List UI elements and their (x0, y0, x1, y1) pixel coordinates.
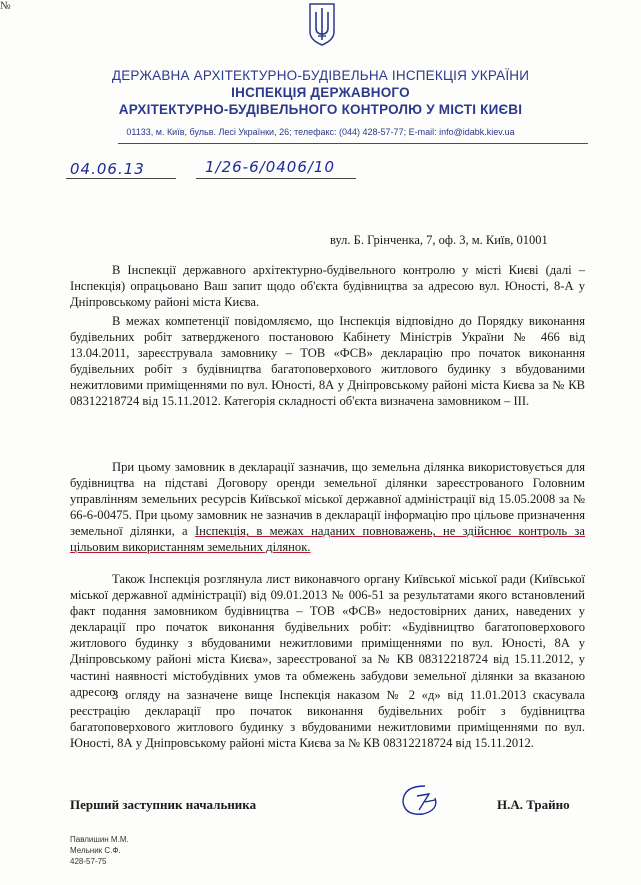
paragraph-3-text: При цьому замовник в декларації зазначив, що земельна ділянка використовується для будівництва на підставі Договору оренди земельної ділянки зареєстрованого Головним управлінням земельних ресурсів Київської міської державної адміністрації від 15.05.2008 за № 66-6-00475. При цьому замовник не зазначив в декларації інформацію про цільове призначення земельної ділянки, а (70, 460, 585, 539)
underlined-statement: Інспекція, в межах наданих повноважень, не здійснює контроль за цільовим використанням земельних ділянок. (70, 524, 585, 555)
recipient-address: вул. Б. Грінченка, 7, оф. 3, м. Київ, 01001 (330, 233, 548, 247)
handwritten-reference-number: 1/26-6/0406/10 (205, 158, 336, 176)
number-underline (196, 178, 356, 179)
paragraph-4: Також Інспекція розглянула лист виконавчого органу Київської міської ради (Київської міської державної адміністрації) від 09.01.2013 № 006-51 за результатами якого встановлений факт подання замовником будівництва – ТОВ «ФСВ» недостовірних даних, наведених у декларації про початок виконання будівельних робіт: «Будівництво багатоповерхового житлового будинку з вбудованими нежитловими приміщеннями по вул. Юності, 8А у Дніпровському районі міста Києва», зареєстрованої за № КВ 08312218724 від 15.11.2012, у частині наявності містобудівних умов та обмежень забудови земельної ділянки за вказаною адресою. (70, 572, 585, 699)
signatory-name: Н.А. Трайно (497, 797, 570, 812)
date-underline (66, 178, 176, 179)
number-prefix: № (0, 0, 11, 12)
executor-name-1: Павлишин М.М. (70, 835, 129, 844)
paragraph-3 (70, 459, 585, 556)
paragraph-5: З огляду на зазначене вище Інспекція наказом № 2 «д» від 11.01.2013 скасувала реєстрацію декларації про початок виконання будівельних робіт з будівництва багатоповерхового житлового будинку з вбудованими нежитловими приміщеннями по вул. Юності, 8А у Дніпровському районі міста Києва за № КВ 08312218724 від 15.11.2012. (70, 688, 585, 751)
paragraph-2: В межах компетенції повідомляємо, що Інспекція відповідно до Порядку виконання будівельних робіт затвердженого постановою Кабінету Міністрів України № 466 від 13.04.2011, зареєструвала замовнику – ТОВ «ФСВ» декларацію про початок виконання будівельних робіт з будівництва багатоповерхового житлового будинку з вбудованими нежитловими приміщеннями по вул. Юності, 8А у Дніпровському районі міста Києва за № КВ 08312218724 від 15.11.2012. Категорія складності об'єкта визначена замовником – ІІІ. (70, 314, 585, 409)
org-name-line-2: ІНСПЕКЦІЯ ДЕРЖАВНОГО (231, 85, 410, 100)
handwritten-date: 04.06.13 (70, 160, 145, 178)
trident-icon (308, 2, 336, 46)
executor-phone: 428-57-75 (70, 857, 107, 866)
handwritten-signature (395, 780, 445, 820)
signatory-title: Перший заступник начальника (70, 797, 257, 812)
paragraph-1: В Інспекції державного архітектурно-будівельного контролю у місті Києві (далі – Інспекція) опрацьовано Ваш запит щодо об'єкта будівництва за адресою вул. Юності, 8-А у Дніпровському районі міста Києва. (70, 263, 585, 310)
org-name-line-3: АРХІТЕКТУРНО-БУДІВЕЛЬНОГО КОНТРОЛЮ У МІСТІ КИЄВІ (118, 102, 523, 117)
org-name-line-1: ДЕРЖАВНА АРХІТЕКТУРНО-БУДІВЕЛЬНА ІНСПЕКЦІЯ УКРАЇНИ (111, 68, 530, 83)
executor-name-2: Мельник С.Ф. (70, 846, 121, 855)
org-address: 01133, м. Київ, бульв. Лесі Українки, 26; телефакс: (044) 428-57-77; E-mail: info@idabk.kiev.ua (126, 127, 515, 137)
letterhead-divider (118, 143, 588, 144)
